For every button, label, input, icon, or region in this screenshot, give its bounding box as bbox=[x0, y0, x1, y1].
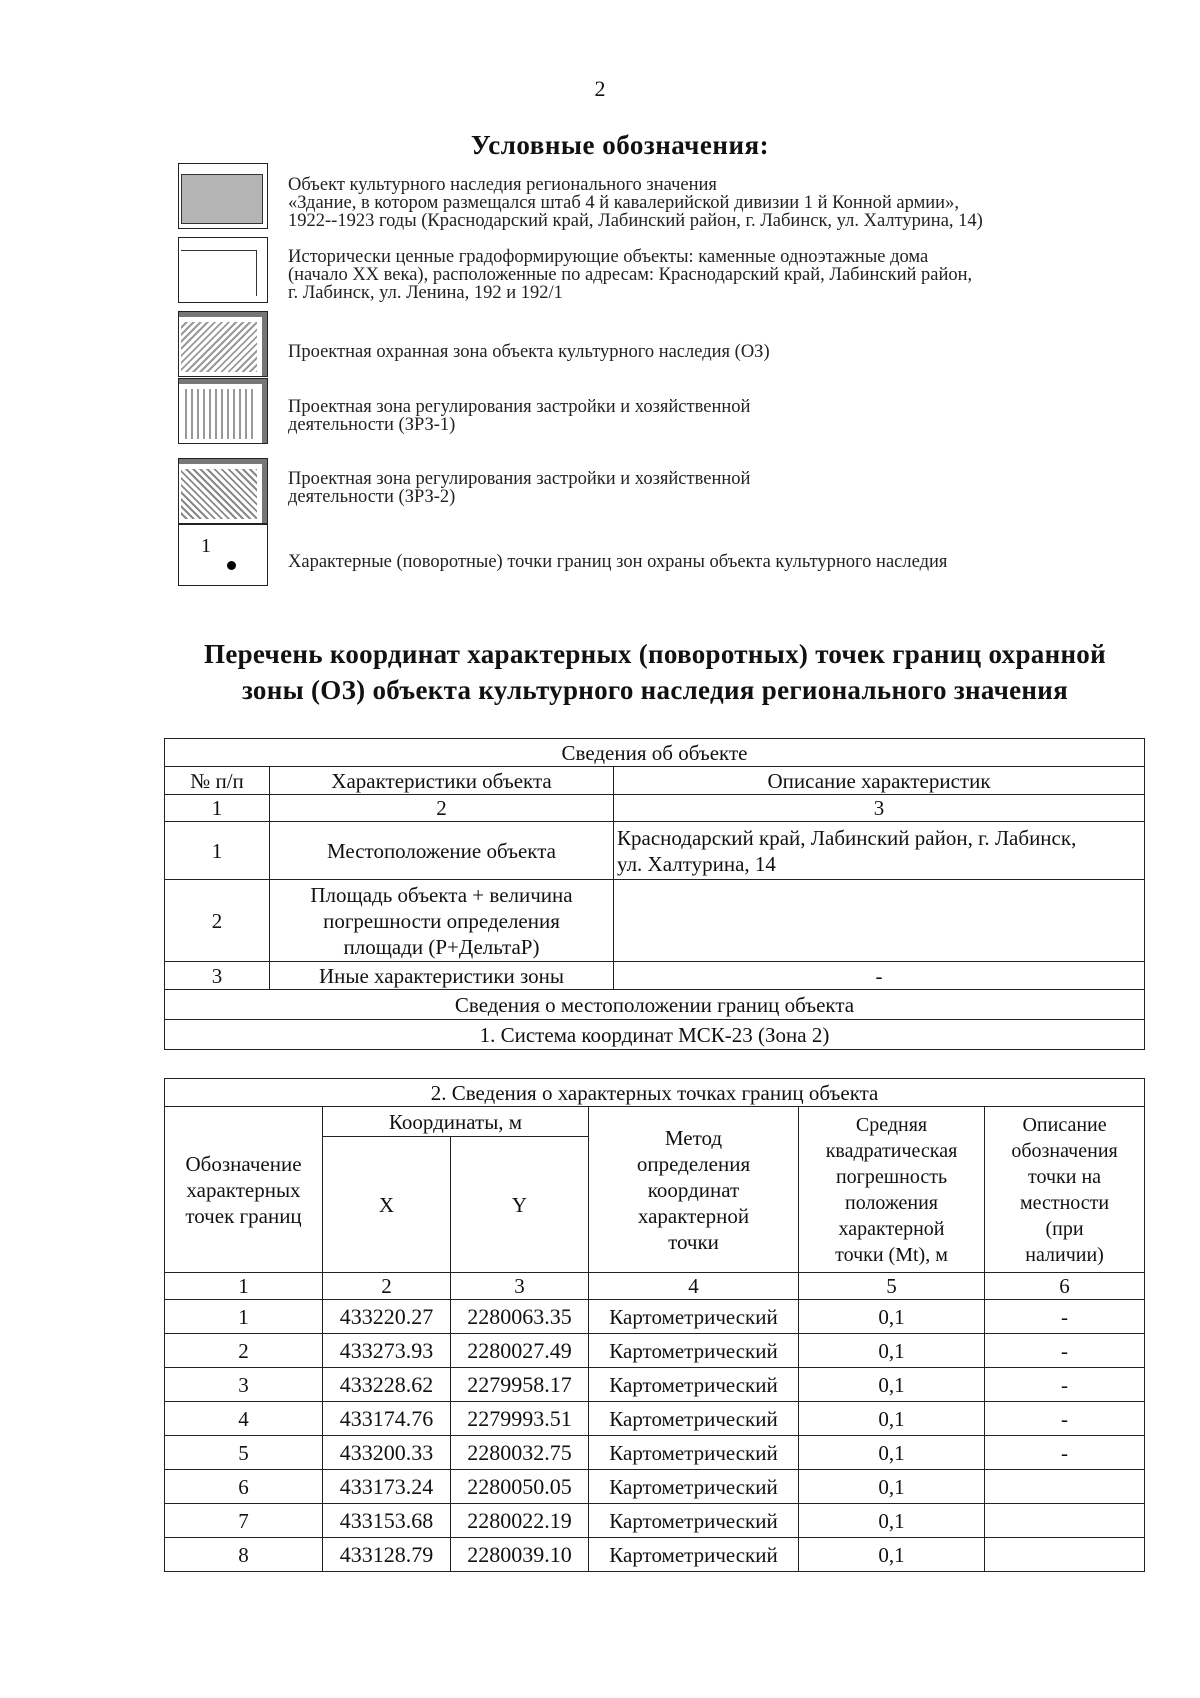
point-error: 0,1 bbox=[799, 1368, 985, 1402]
coordinate-system: 1. Система координат МСК-23 (Зона 2) bbox=[165, 1020, 1145, 1050]
point-x: 433220.27 bbox=[323, 1300, 451, 1334]
description-header bbox=[985, 1107, 1145, 1273]
point-x: 433273.93 bbox=[323, 1334, 451, 1368]
header-line: Средняя bbox=[855, 1113, 928, 1136]
header-line: координат bbox=[647, 1177, 740, 1202]
legend-line: «Здание, в котором размещался штаб 4 й кавалерийской дивизии 1 й Конной армии», bbox=[288, 193, 959, 213]
row-value bbox=[614, 822, 1145, 880]
point-description: - bbox=[985, 1402, 1145, 1436]
row-name: Местоположение объекта bbox=[270, 822, 614, 880]
point-method: Картометрический bbox=[589, 1470, 799, 1504]
method-header bbox=[589, 1107, 799, 1273]
point-id: 3 bbox=[165, 1368, 323, 1402]
legend-line: Объект культурного наследия регионального значения bbox=[288, 175, 717, 195]
header-line: положения bbox=[845, 1191, 938, 1214]
title-line: зоны (ОЗ) объекта культурного наследия регионального значения bbox=[241, 675, 1069, 705]
column-number: 3 bbox=[614, 795, 1145, 822]
point-error: 0,1 bbox=[799, 1436, 985, 1470]
object-info-header: Сведения об объекте bbox=[165, 739, 1145, 767]
table-row bbox=[165, 880, 1145, 962]
header-line: Описание bbox=[1022, 1113, 1107, 1136]
point-x: 433228.62 bbox=[323, 1368, 451, 1402]
point-y: 2280022.19 bbox=[451, 1504, 589, 1538]
point-y: 2280063.35 bbox=[451, 1300, 589, 1334]
point-id: 4 bbox=[165, 1402, 323, 1436]
header-line: Метод bbox=[664, 1125, 723, 1150]
point-dot-icon bbox=[227, 561, 236, 570]
column-number: 6 bbox=[985, 1273, 1145, 1300]
point-error: 0,1 bbox=[799, 1470, 985, 1504]
legend-item-historic-buildings bbox=[288, 248, 972, 302]
oz-zone-legend-icon bbox=[178, 311, 268, 377]
table-row bbox=[165, 1538, 1145, 1572]
header-line: характерной bbox=[838, 1217, 945, 1240]
point-id: 6 bbox=[165, 1470, 323, 1504]
point-id: 8 bbox=[165, 1538, 323, 1572]
legend-line: г. Лабинск, ул. Ленина, 192 и 192/1 bbox=[288, 283, 563, 303]
legend-line: 1922--1923 годы (Краснодарский край, Лабинский район, г. Лабинск, ул. Халтурина, 14) bbox=[288, 211, 983, 231]
object-info-table bbox=[164, 738, 1145, 1050]
header-line: характерных bbox=[186, 1177, 301, 1202]
point-y: 2280050.05 bbox=[451, 1470, 589, 1504]
point-x: 433200.33 bbox=[323, 1436, 451, 1470]
page-number: 2 bbox=[594, 76, 606, 101]
point-y: 2279958.17 bbox=[451, 1368, 589, 1402]
table-row bbox=[165, 1402, 1145, 1436]
column-number: 1 bbox=[165, 795, 270, 822]
point-error: 0,1 bbox=[799, 1504, 985, 1538]
coordinates-header: Координаты, м bbox=[323, 1107, 589, 1137]
header-line: точки (Mt), м bbox=[835, 1243, 948, 1266]
point-method: Картометрический bbox=[589, 1538, 799, 1572]
point-marker-label: 1 bbox=[201, 535, 211, 557]
point-id: 5 bbox=[165, 1436, 323, 1470]
legend-line: деятельности (ЗРЗ-2) bbox=[288, 487, 456, 507]
name-line: погрешности определения bbox=[323, 908, 560, 933]
header-line: характерной bbox=[637, 1203, 750, 1228]
column-number: 2 bbox=[270, 795, 614, 822]
point-description bbox=[985, 1504, 1145, 1538]
legend-line: Проектная зона регулирования застройки и хозяйственной bbox=[288, 397, 751, 417]
header-line: Обозначение bbox=[185, 1151, 302, 1176]
table-row bbox=[165, 1334, 1145, 1368]
table-row bbox=[165, 822, 1145, 880]
row-number: 3 bbox=[165, 962, 270, 990]
x-header: X bbox=[323, 1137, 451, 1273]
column-number: 4 bbox=[589, 1273, 799, 1300]
column-number: 1 bbox=[165, 1273, 323, 1300]
point-y: 2280027.49 bbox=[451, 1334, 589, 1368]
designation-header bbox=[165, 1107, 323, 1273]
heritage-object-legend-icon bbox=[178, 163, 268, 229]
column-number: 5 bbox=[799, 1273, 985, 1300]
point-description: - bbox=[985, 1436, 1145, 1470]
column-header: № п/п bbox=[165, 767, 270, 795]
point-id: 2 bbox=[165, 1334, 323, 1368]
row-number: 2 bbox=[165, 880, 270, 962]
header-line: квадратическая bbox=[825, 1139, 958, 1162]
legend-line: деятельности (ЗРЗ-1) bbox=[288, 415, 456, 435]
legend-line: (начало XX века), расположенные по адресам: Краснодарский край, Лабинский район, bbox=[288, 265, 973, 285]
value-line: ул. Халтурина, 14 bbox=[617, 851, 776, 876]
point-y: 2279993.51 bbox=[451, 1402, 589, 1436]
value-line: Краснодарский край, Лабинский район, г. Лабинск, bbox=[617, 825, 1077, 850]
header-line: определения bbox=[636, 1151, 751, 1176]
point-id: 1 bbox=[165, 1300, 323, 1334]
y-header: Y bbox=[451, 1137, 589, 1273]
historic-buildings-legend-icon bbox=[178, 237, 268, 303]
table-row bbox=[165, 1300, 1145, 1334]
header-line: погрешность bbox=[835, 1165, 948, 1188]
header-line: точки bbox=[668, 1229, 719, 1254]
point-id: 7 bbox=[165, 1504, 323, 1538]
point-error: 0,1 bbox=[799, 1334, 985, 1368]
header-line: точек границ bbox=[185, 1203, 302, 1228]
column-header: Характеристики объекта bbox=[270, 767, 614, 795]
error-header bbox=[799, 1107, 985, 1273]
zrz2-zone-legend-icon bbox=[178, 458, 268, 524]
point-y: 2280032.75 bbox=[451, 1436, 589, 1470]
header-line: обозначения bbox=[1011, 1139, 1118, 1162]
header-line: наличии) bbox=[1025, 1243, 1104, 1266]
points-header: 2. Сведения о характерных точках границ объекта bbox=[165, 1079, 1145, 1107]
header-line: (при bbox=[1045, 1217, 1084, 1240]
legend-line: Проектная охранная зона объекта культурного наследия (ОЗ) bbox=[288, 342, 770, 362]
row-value: - bbox=[614, 962, 1145, 990]
title-line: Перечень координат характерных (поворотных) точек границ охранной bbox=[204, 639, 1106, 669]
name-line: площади (Р+ДельтаР) bbox=[343, 934, 540, 959]
column-number: 2 bbox=[323, 1273, 451, 1300]
table-row bbox=[165, 1504, 1145, 1538]
point-description: - bbox=[985, 1334, 1145, 1368]
column-header: Описание характеристик bbox=[614, 767, 1145, 795]
point-x: 433153.68 bbox=[323, 1504, 451, 1538]
legend-line: Исторически ценные градоформирующие объекты: каменные одноэтажные дома bbox=[288, 247, 929, 267]
point-description: - bbox=[985, 1300, 1145, 1334]
point-method: Картометрический bbox=[589, 1300, 799, 1334]
legend-item-heritage-object bbox=[288, 176, 983, 230]
coordinates-list-title bbox=[0, 636, 1200, 708]
name-line: Площадь объекта + величина bbox=[310, 882, 573, 907]
zrz1-zone-legend-icon bbox=[178, 378, 268, 444]
point-method: Картометрический bbox=[589, 1334, 799, 1368]
point-x: 433173.24 bbox=[323, 1470, 451, 1504]
point-method: Картометрический bbox=[589, 1436, 799, 1470]
point-x: 433128.79 bbox=[323, 1538, 451, 1572]
legend-item-oz-zone bbox=[288, 343, 770, 361]
point-error: 0,1 bbox=[799, 1402, 985, 1436]
legend-title: Условные обозначения: bbox=[470, 130, 770, 160]
boundary-points-table bbox=[164, 1078, 1145, 1572]
row-name: Иные характеристики зоны bbox=[270, 962, 614, 990]
boundary-point-legend-icon bbox=[178, 524, 268, 586]
table-row bbox=[165, 1368, 1145, 1402]
point-method: Картометрический bbox=[589, 1402, 799, 1436]
row-value bbox=[614, 880, 1145, 962]
legend-line: Проектная зона регулирования застройки и хозяйственной bbox=[288, 469, 751, 489]
table-row bbox=[165, 962, 1145, 990]
boundary-info-header: Сведения о местоположении границ объекта bbox=[165, 990, 1145, 1020]
point-error: 0,1 bbox=[799, 1538, 985, 1572]
point-x: 433174.76 bbox=[323, 1402, 451, 1436]
point-method: Картометрический bbox=[589, 1368, 799, 1402]
table-row bbox=[165, 1436, 1145, 1470]
legend-item-zrz1-zone bbox=[288, 398, 750, 434]
header-line: местности bbox=[1019, 1191, 1110, 1214]
column-number: 3 bbox=[451, 1273, 589, 1300]
legend-item-zrz2-zone bbox=[288, 470, 750, 506]
point-description bbox=[985, 1538, 1145, 1572]
point-description: - bbox=[985, 1368, 1145, 1402]
table-row bbox=[165, 1470, 1145, 1504]
point-y: 2280039.10 bbox=[451, 1538, 589, 1572]
row-name bbox=[270, 880, 614, 962]
legend-item-boundary-points bbox=[288, 553, 947, 571]
point-error: 0,1 bbox=[799, 1300, 985, 1334]
header-line: точки на bbox=[1028, 1165, 1102, 1188]
row-number: 1 bbox=[165, 822, 270, 880]
point-method: Картометрический bbox=[589, 1504, 799, 1538]
point-description bbox=[985, 1470, 1145, 1504]
legend-line: Характерные (поворотные) точки границ зон охраны объекта культурного наследия bbox=[288, 552, 948, 572]
